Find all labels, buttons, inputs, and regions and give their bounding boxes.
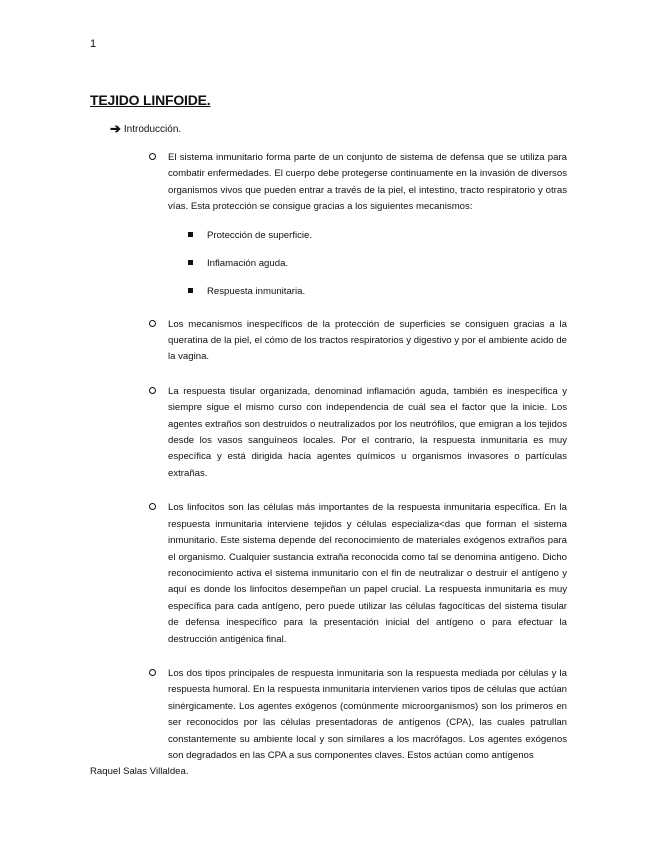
list-item xyxy=(145,500,567,648)
list-item xyxy=(145,384,567,482)
list-item xyxy=(145,150,567,299)
square-bullet-icon xyxy=(188,288,193,293)
paragraph-text: Los mecanismos inespecíficos de la protección de superficies se consiguen gracias a la queratina de la piel, el cómo de los tractos respiratorios y digestivo y por el ambiente acido de la vagina. xyxy=(168,318,567,363)
circle-bullet-icon xyxy=(149,387,156,394)
paragraph-text: Los linfocitos son las células más importantes de la respuesta inmunitaria específica. En la respuesta inmunitaria interviene tejidos y células especializa<das que forman el sistema inmunitario. Este sistema depende del reconocimiento de materiales exógenos extraños para el organismo. Cualquier sustancia extraña reconocida como tal se denomina antígeno. Dicho reconocimiento activa el sistema inmunitario con el fin de neutralizar o destruir el antígeno y aquí es donde los linfocitos desempeñan un papel crucial. La respuesta inmunitaria es muy específica para cada antígeno, pero puede utilizar las células fagocíticas del sistema tisular de defensa inespecífico para la presentación inicial del antígeno o para efectuar la destrucción antigénica final. xyxy=(168,502,567,645)
footer-author: Raquel Salas Villaldea. xyxy=(90,766,189,777)
mechanisms-list xyxy=(168,229,567,299)
list-item xyxy=(145,317,567,366)
sub-item-text: Protección de superficie. xyxy=(207,229,313,241)
sub-list-item xyxy=(168,229,567,243)
intro-label: Introducción. xyxy=(123,123,182,135)
square-bullet-icon xyxy=(188,232,193,237)
sub-list-item xyxy=(168,257,567,271)
list-item xyxy=(145,666,567,764)
sub-item-text: Respuesta inmunitaria. xyxy=(207,285,306,297)
arrow-right-icon: ➔ xyxy=(110,121,121,136)
content-body xyxy=(145,150,567,782)
paragraph-text: La respuesta tisular organizada, denominad inflamación aguda, también es inespecífica y siempre sigue el mismo curso con independencia de cuál sea el factor que la inicie. Los agentes extraños son destruidos o neutralizados por los neutrófilos, que emigran a los tejidos desde los vasos sanguíneos locales. Por el contrario, la respuesta inmunitaria es muy específica y está dirigida hacia agentes químicos u organismos invasores o partículas extrañas. xyxy=(168,385,567,479)
page-number: 1 xyxy=(90,38,97,50)
circle-bullet-icon xyxy=(149,503,156,510)
paragraph-text: Los dos tipos principales de respuesta inmunitaria son la respuesta mediada por células y la respuesta humoral. En la respuesta inmunitaria intervienen varios tipos de células que actúan sinérgicamente. Los agentes exógenos (comúnmente microorganismos) son los primeros en ser reconocidos por las células presentadoras de antígenos (CPA), las cuales patrullan constantemente su ambiente local y son similares a los macrófagos. Los agentes exógenos son degradados en las CPA a sus componentes claves. Estos actúan como antígenos xyxy=(168,667,567,761)
sub-list-item xyxy=(168,285,567,299)
square-bullet-icon xyxy=(188,260,193,265)
circle-bullet-icon xyxy=(149,320,156,327)
paragraph-text: El sistema inmunitario forma parte de un conjunto de sistema de defensa que se utiliza para combatir enfermedades. El cuerpo debe protegerse continuamente en la invasión de diversos organismos vivos que pueden entrar a través de la piel, el intestino, tracto respiratorio y otras vías. Esta protección se consigue gracias a los siguientes mecanismos: xyxy=(168,152,567,213)
circle-bullet-icon xyxy=(149,153,156,160)
sub-item-text: Inflamación aguda. xyxy=(207,257,289,269)
document-title: TEJIDO LINFOIDE. xyxy=(90,92,211,108)
intro-heading xyxy=(110,121,181,137)
circle-bullet-icon xyxy=(149,669,156,676)
